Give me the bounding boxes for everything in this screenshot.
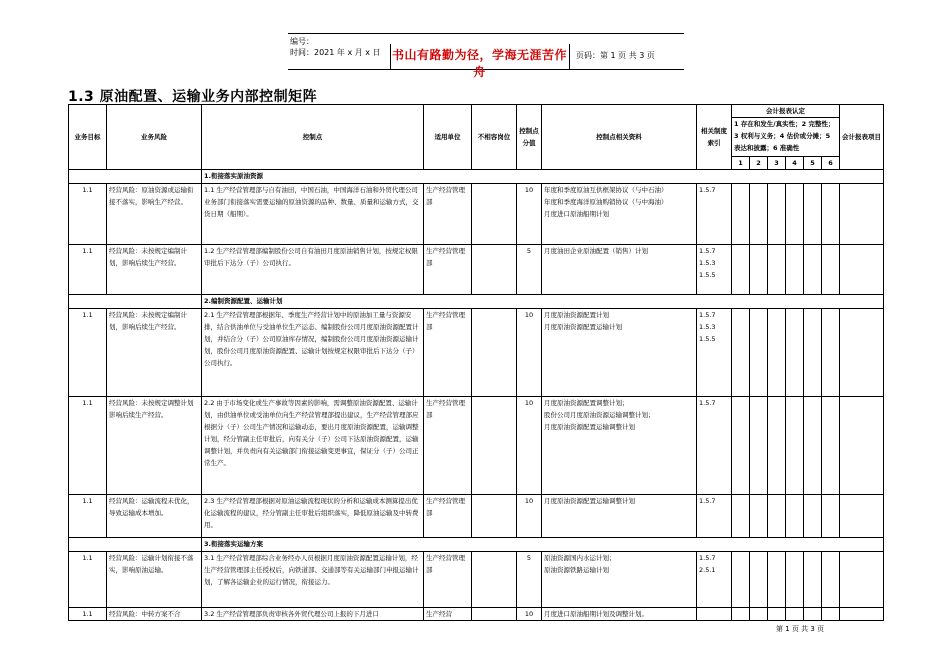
header-fs-col: 5	[804, 157, 822, 170]
risk-cell: 经营风险：未按规定调整计划影响后续生产经营。	[107, 397, 202, 495]
fs-check-cell	[750, 608, 768, 621]
docs-cell: 原油资源国内水运计划； 原油资源铁路运输计划	[542, 552, 697, 608]
table-row	[69, 495, 884, 538]
fs-check-cell	[768, 397, 786, 495]
table-row	[69, 184, 884, 245]
fs-item-cell	[840, 495, 884, 538]
incompatible-cell	[472, 397, 517, 495]
fs-check-cell	[750, 495, 768, 538]
header-goal: 业务目标	[69, 105, 107, 170]
docs-cell: 月度油田企业原油配置（销售）计划	[542, 245, 697, 295]
fs-check-cell	[732, 309, 750, 397]
fs-check-cell	[750, 397, 768, 495]
incompatible-cell	[472, 495, 517, 538]
fs-check-cell	[768, 608, 786, 621]
fs-check-cell	[822, 309, 840, 397]
fs-check-cell	[768, 552, 786, 608]
section-cell	[69, 295, 202, 309]
fs-check-cell	[804, 552, 822, 608]
fs-check-cell	[822, 495, 840, 538]
score-cell: 10	[517, 184, 542, 245]
header-fs-col: 3	[768, 157, 786, 170]
docs-cell: 月度进口原油船期计划及调整计划。	[542, 608, 697, 621]
header-divider	[569, 44, 570, 69]
fs-check-cell	[750, 245, 768, 295]
incompatible-cell	[472, 309, 517, 397]
section-title: 1.衔接落实原油资源	[202, 170, 884, 184]
fs-item-cell	[840, 397, 884, 495]
risk-cell: 经营风险：原油资源或运输衔接不落实，影响生产经营。	[107, 184, 202, 245]
fs-check-cell	[822, 552, 840, 608]
control-matrix-table	[68, 104, 884, 621]
risk-cell: 经营风险：未按规定编制计划，影响后续生产经营。	[107, 309, 202, 397]
page-footer: 第 1 页 共 3 页	[776, 625, 825, 633]
fs-check-cell	[732, 397, 750, 495]
unit-cell: 生产经营管理部	[424, 495, 472, 538]
docs-cell: 月度原油资源配置运输调整计划	[542, 495, 697, 538]
table-row	[69, 397, 884, 495]
header-risk: 业务风险	[107, 105, 202, 170]
goal-cell: 1.1	[69, 184, 107, 245]
fs-check-cell	[786, 184, 804, 245]
header-fs-col: 6	[822, 157, 840, 170]
header-unit: 适用单位	[424, 105, 472, 170]
fs-check-cell	[786, 309, 804, 397]
section-cell	[69, 538, 202, 552]
control-cell: 3.2 生产经营管理部负责审核各外贸代理公司上报的下月进口	[202, 608, 424, 621]
fs-item-cell	[840, 552, 884, 608]
header-meta	[290, 36, 388, 58]
fs-check-cell	[732, 245, 750, 295]
header-control: 控制点	[202, 105, 424, 170]
unit-cell: 生产经营管理部	[424, 245, 472, 295]
header-score: 控制点分值	[517, 105, 542, 170]
fs-check-cell	[750, 552, 768, 608]
table-row	[69, 245, 884, 295]
score-cell: 5	[517, 245, 542, 295]
fs-item-cell	[840, 608, 884, 621]
fs-check-cell	[768, 495, 786, 538]
document-title: 1.3 原油配置、运输业务内部控制矩阵	[68, 89, 318, 105]
docs-cell: 月度原油资源配置计划 月度原油资源配置运输计划	[542, 309, 697, 397]
incompatible-cell	[472, 608, 517, 621]
fs-item-cell	[840, 309, 884, 397]
goal-cell: 1.1	[69, 397, 107, 495]
fs-check-cell	[732, 552, 750, 608]
header-index: 相关制度索引	[697, 105, 732, 170]
table-row	[69, 309, 884, 397]
header-incompatible-post: 不相容岗位	[472, 105, 517, 170]
control-cell: 3.1 生产经营管理部综合业务经办人员根据月度原油资源配置运输计划，经生产经营管理部主任授权后，向铁道部、交通部等有关运输部门申报运输计划，了解各运输企业的运行情况，衔接运力。	[202, 552, 424, 608]
index-cell: 1.5.7 1.5.3 1.5.5	[697, 245, 732, 295]
fs-check-cell	[786, 245, 804, 295]
header-fs-desc: 1 存在和发生/真实性；2 完整性；3 权利与义务；4 估价或分摊；5 表达和披露；6 准确性	[732, 118, 840, 157]
page-header	[288, 33, 684, 79]
section-title: 3.衔接落实运输方案	[202, 538, 884, 552]
section-row	[69, 170, 884, 184]
risk-cell: 经营风险：运输计划衔接不落实，影响原油运输。	[107, 552, 202, 608]
docs-cell: 月度原油资源配置调整计划； 股份公司月度原油资源运输调整计划； 月度原油资源配置运输调整计划	[542, 397, 697, 495]
header-page-number: 页码：第 1 页 共 3 页	[576, 51, 655, 60]
time-label: 时间：2021 年 x 月 x 日	[290, 48, 381, 57]
score-cell: 10	[517, 495, 542, 538]
fs-check-cell	[804, 184, 822, 245]
control-cell: 2.3 生产经营管理部根据对原油运输流程现状的分析和运输成本测算提出优化运输流程的建议，经分管副主任审批后组织落实，降低原油运输及中转费用。	[202, 495, 424, 538]
fs-item-cell	[840, 184, 884, 245]
section-title: 2.编制资源配置、运输计划	[202, 295, 884, 309]
incompatible-cell	[472, 245, 517, 295]
control-cell: 2.2 由于市场变化或生产事故等因素的影响，需调整原油资源配置、运输计划，由供油单位或受油单位向生产经营管理部提出建议，生产经营管理部应根据分（子）公司生产情况和运输动态，要出月度原油资源配置，运输调整计划，经分管副主任审批后，向有关分（子）公司下达原油资源配置，运输调整计划，并负责向有关运输部门衔接运输变更事宜，保证分（子）公司正常生产。	[202, 397, 424, 495]
fs-check-cell	[804, 397, 822, 495]
fs-check-cell	[804, 245, 822, 295]
header-divider	[390, 44, 391, 69]
index-cell: 1.5.7	[697, 184, 732, 245]
goal-cell: 1.1	[69, 608, 107, 621]
fs-check-cell	[768, 245, 786, 295]
score-cell: 10	[517, 309, 542, 397]
risk-cell: 经营风险：未按规定编制计划，影响后续生产经营。	[107, 245, 202, 295]
header-fs-item: 会计报表项目	[840, 105, 884, 170]
fs-check-cell	[732, 184, 750, 245]
section-row	[69, 295, 884, 309]
docs-cell: 年度和季度原油互供框架协议（与中石油） 年度和季度海洋原油购销协议（与中海油） 月度进口原油船期计划	[542, 184, 697, 245]
goal-cell: 1.1	[69, 552, 107, 608]
fs-check-cell	[786, 552, 804, 608]
risk-cell: 经营风险：中转方案不合	[107, 608, 202, 621]
unit-cell: 生产经营管理部	[424, 397, 472, 495]
index-cell: 1.5.7	[697, 495, 732, 538]
index-cell: 1.5.7 2.5.1	[697, 552, 732, 608]
control-cell: 1.2 生产经营管理部编制股份公司自有油田月度原油销售计划，按规定权限审批后下达分（子）公司执行。	[202, 245, 424, 295]
fs-check-cell	[768, 184, 786, 245]
unit-cell: 生产经营管理部	[424, 309, 472, 397]
goal-cell: 1.1	[69, 309, 107, 397]
code-label: 编号：	[290, 37, 314, 46]
header-fs-assertion: 会计报表认定	[732, 105, 840, 118]
fs-check-cell	[750, 184, 768, 245]
incompatible-cell	[472, 184, 517, 245]
index-cell	[697, 608, 732, 621]
goal-cell: 1.1	[69, 495, 107, 538]
index-cell: 1.5.7 1.5.3 1.5.5	[697, 309, 732, 397]
risk-cell: 经营风险：运输流程未优化，导致运输成本增加。	[107, 495, 202, 538]
score-cell: 5	[517, 552, 542, 608]
header-fs-col: 2	[750, 157, 768, 170]
fs-check-cell	[804, 495, 822, 538]
fs-check-cell	[822, 608, 840, 621]
fs-check-cell	[786, 608, 804, 621]
header-fs-col: 1	[732, 157, 750, 170]
header-fs-col: 4	[786, 157, 804, 170]
fs-check-cell	[786, 397, 804, 495]
control-cell: 1.1 生产经营管理部与自有油田，中国石油，中国海洋石油和外贸代理公司业务部门衔接落实需要运输的原油资源的品种、数量、质量和运输方式，交货日期（船期）。	[202, 184, 424, 245]
fs-item-cell	[840, 245, 884, 295]
unit-cell: 生产经营	[424, 608, 472, 621]
fs-check-cell	[732, 495, 750, 538]
fs-check-cell	[786, 495, 804, 538]
fs-check-cell	[804, 309, 822, 397]
section-row	[69, 538, 884, 552]
fs-check-cell	[822, 184, 840, 245]
fs-check-cell	[804, 608, 822, 621]
goal-cell: 1.1	[69, 245, 107, 295]
fs-check-cell	[768, 309, 786, 397]
score-cell: 10	[517, 608, 542, 621]
fs-check-cell	[732, 608, 750, 621]
score-cell: 10	[517, 397, 542, 495]
fs-check-cell	[822, 397, 840, 495]
incompatible-cell	[472, 552, 517, 608]
unit-cell: 生产经营管理部	[424, 184, 472, 245]
section-cell	[69, 170, 202, 184]
fs-check-cell	[750, 309, 768, 397]
table-row	[69, 552, 884, 608]
index-cell: 1.5.7	[697, 397, 732, 495]
unit-cell: 生产经营管理部	[424, 552, 472, 608]
table-row	[69, 608, 884, 621]
control-cell: 2.1 生产经营管理部根据年、季度生产经营计划中的原油加工量与资源安排，结合供油单位与受油单位生产运态、编制股份公司月度原油资源配置计划，并结合分（子）公司原油库存情况，编制股份公司月度原油资源运输计划，股份公司月度原油资源配置、运输计划按规定权限审批后下达分（子）公司执行。	[202, 309, 424, 397]
fs-check-cell	[822, 245, 840, 295]
header-motto: 书山有路勤为径，学海无涯苦作舟	[392, 48, 568, 79]
header-docs: 控制点相关资料	[542, 105, 697, 170]
